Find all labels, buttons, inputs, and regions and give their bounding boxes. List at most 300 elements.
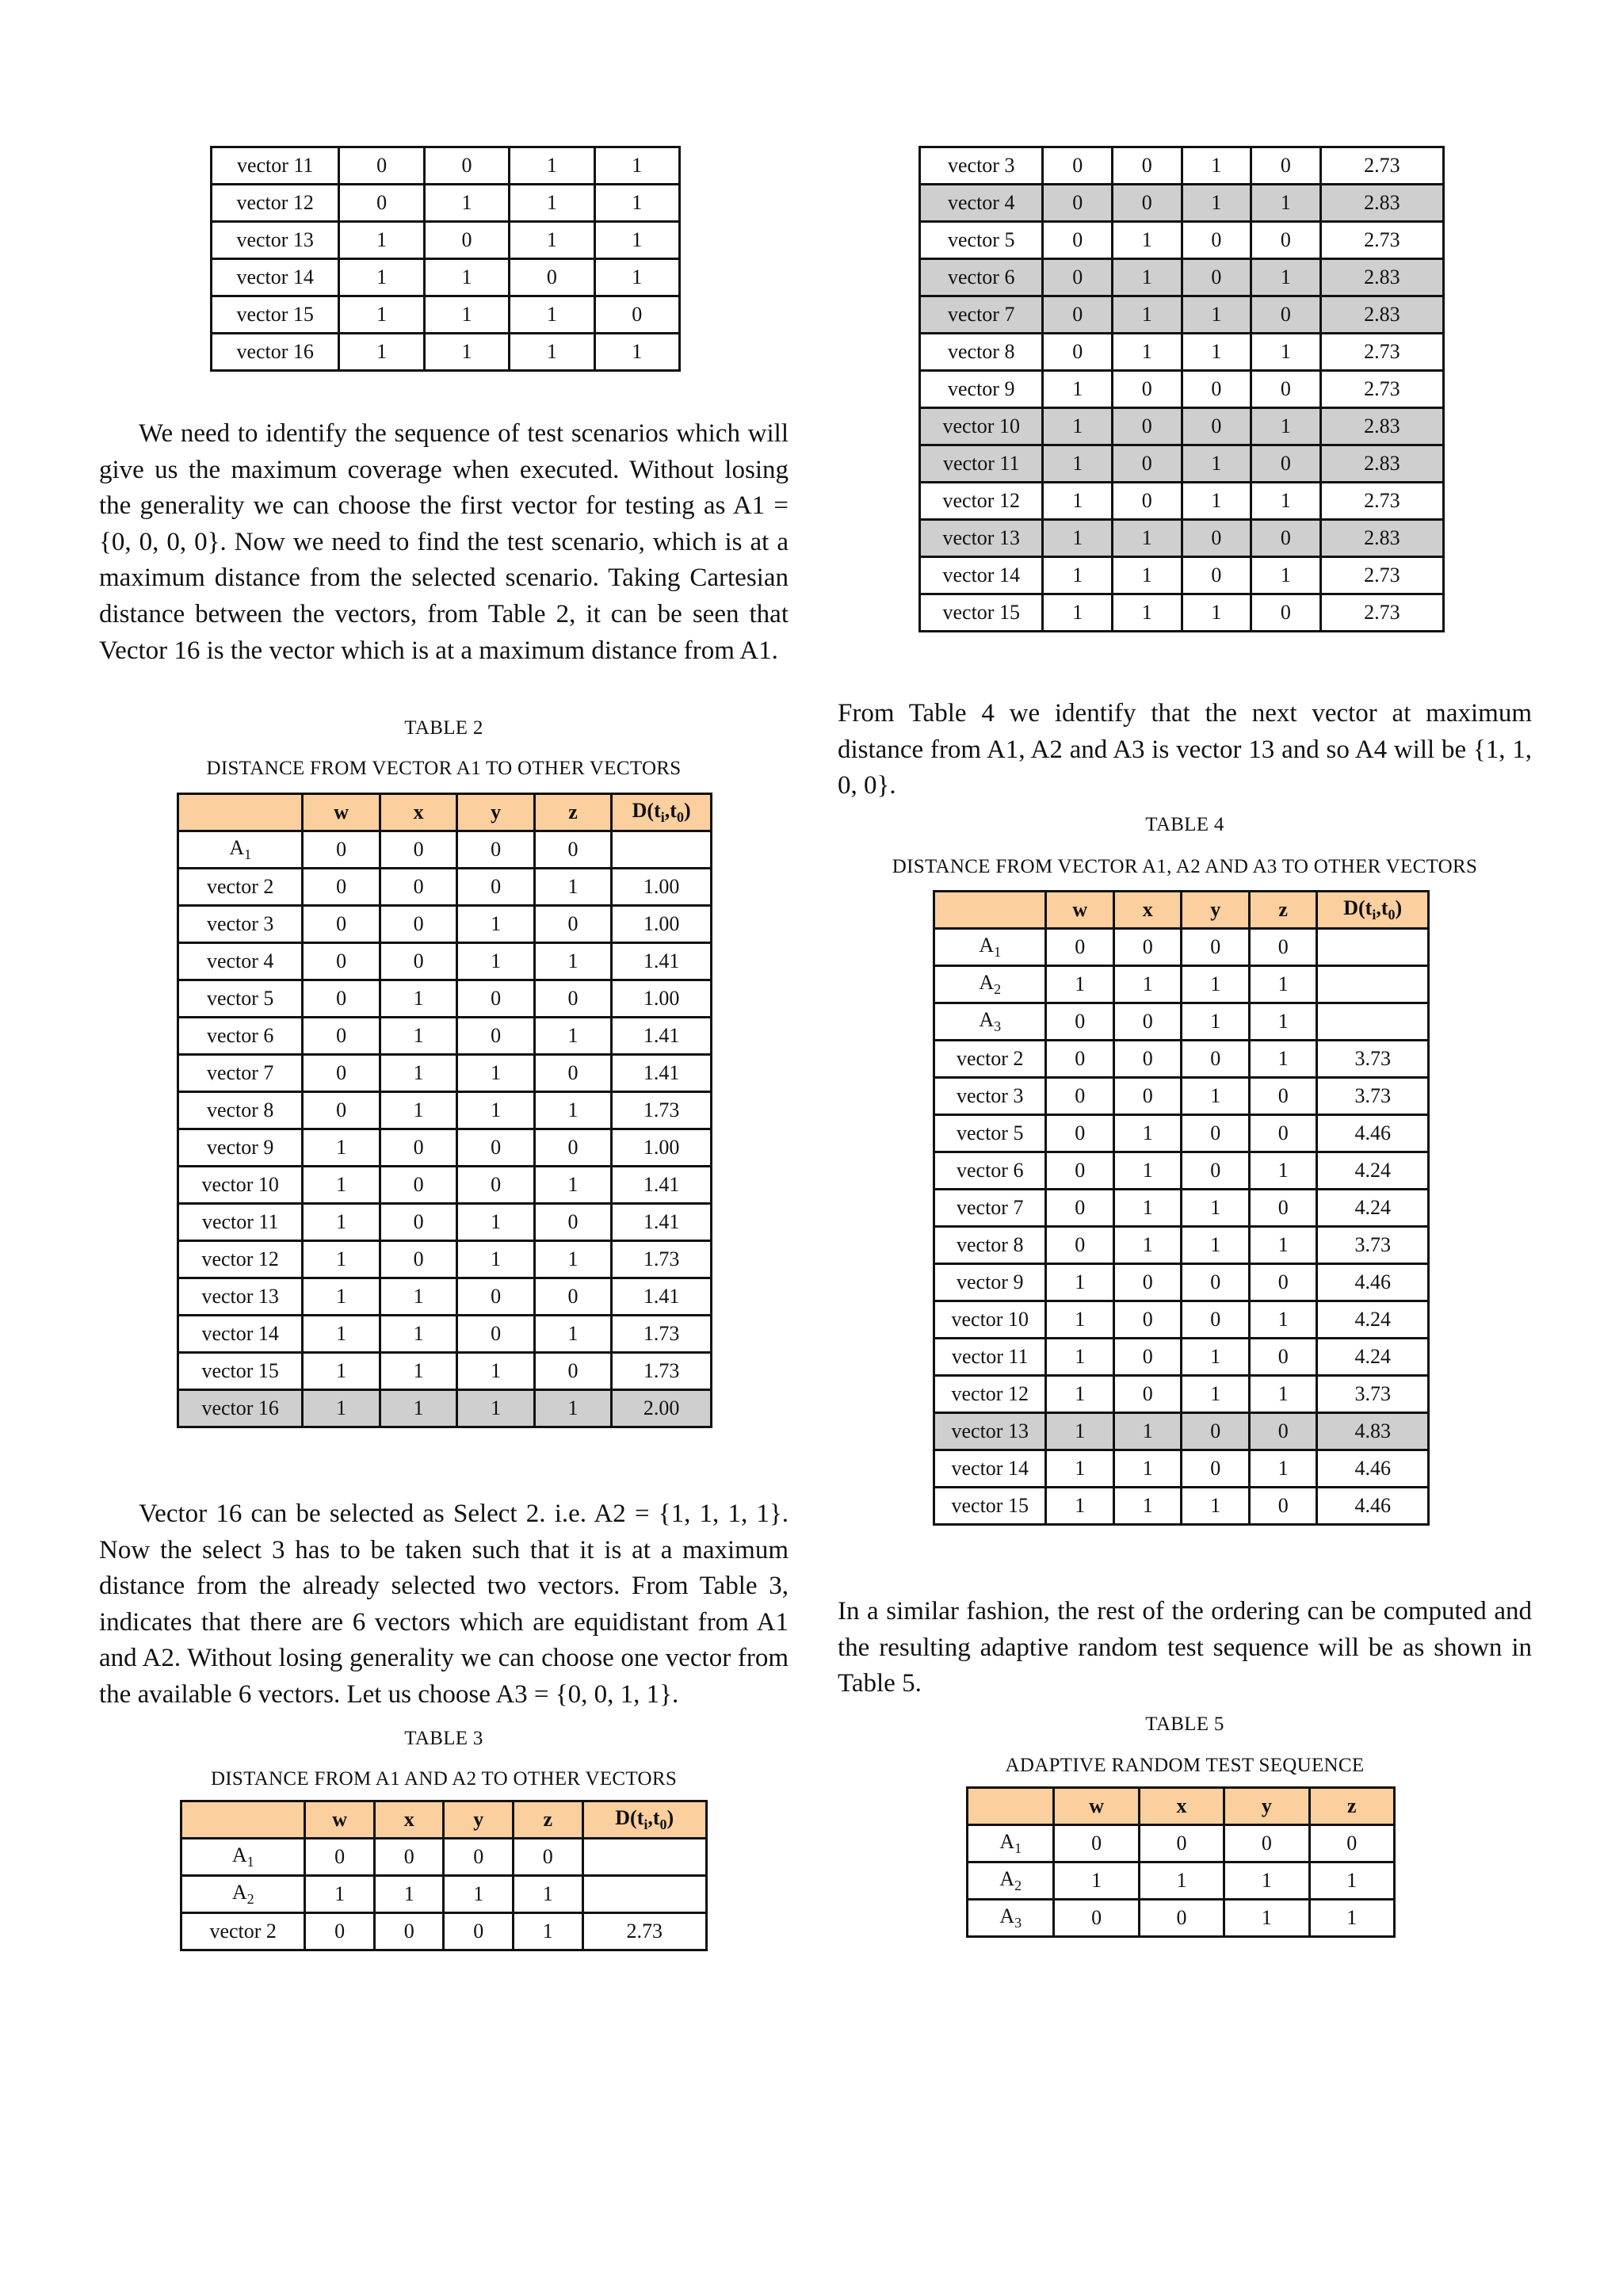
table-row [920,594,1444,632]
table-row [920,408,1444,445]
table-cell: 0 [457,1316,534,1353]
table-row [934,1152,1429,1190]
table-cell: 1 [339,222,424,259]
table-cell: 1 [1113,966,1181,1003]
table-cell: 1 [303,1316,380,1353]
header-cell: y [1224,1788,1309,1825]
table-cell: 1 [457,906,534,943]
table-cell: 1 [424,185,509,222]
row-label-cell: vector 15 [212,296,339,334]
table-cell: 1 [534,869,611,906]
table-row [178,1092,712,1129]
table-cell: 0 [1182,371,1251,408]
table-cell: 1 [534,1390,611,1427]
row-label-cell: $A_1$ [181,1839,305,1876]
row-label-cell: vector 13 [934,1413,1046,1450]
table-row [212,259,680,296]
table-cell: 2.83 [1320,520,1443,557]
table-cell: 2.73 [1320,371,1443,408]
row-label-cell: vector 4 [920,185,1043,222]
table5 [966,1786,1396,1938]
table-cell: 1.73 [612,1316,712,1353]
table-cell: 0 [1046,1227,1114,1264]
row-label-cell: vector 13 [212,222,339,259]
row-label-cell: vector 7 [934,1190,1046,1227]
table-cell: 1 [380,980,456,1018]
table-header-row [968,1788,1395,1825]
table-cell: 1 [1182,1227,1249,1264]
table-cell: 1.73 [612,1241,712,1278]
table-cell: 1 [1043,371,1113,408]
table-cell: 1 [1043,445,1113,483]
header-cell: x [380,794,456,831]
table-row [212,185,680,222]
table-cell: 0 [1182,1413,1249,1450]
table-cell: 1 [339,334,424,371]
table-cell: 1 [1046,1450,1114,1488]
table-cell: 1 [1182,966,1249,1003]
header-cell: $D(t_i,t_0)$ [612,794,712,831]
table-cell: 1 [1182,334,1251,371]
row-label-cell: vector 15 [934,1488,1046,1525]
table-cell: 0 [457,869,534,906]
table-cell: 1 [1182,1376,1249,1413]
table-header-row [181,1801,707,1839]
header-cell: x [1113,892,1181,929]
table-cell: 1 [1251,557,1321,594]
table-cell: 0 [380,1129,456,1167]
table-row [178,906,712,943]
table-cell: 0 [339,147,424,185]
header-cell: $D(t_i,t_0)$ [1317,892,1429,929]
row-label-cell: vector 7 [178,1055,303,1092]
table-cell: 2.73 [1320,334,1443,371]
table-cell: 0 [1113,1301,1181,1339]
table-row [934,1115,1429,1152]
table-cell: 0 [1251,445,1321,483]
table-cell: 0 [444,1839,514,1876]
table-cell: 1 [457,1092,534,1129]
table-cell: 0 [1113,1003,1181,1041]
row-label-cell: $A_1$ [934,929,1046,966]
table-row [920,147,1444,185]
row-label-cell: vector 9 [920,371,1043,408]
table-cell: 2.83 [1320,185,1443,222]
row-label-cell: vector 12 [178,1241,303,1278]
table-cell: 2.73 [1320,557,1443,594]
table-row [934,1041,1429,1078]
row-label-cell: vector 14 [212,259,339,296]
table-cell: 0 [1182,520,1251,557]
adaptive-random-sequence-table [966,1786,1396,1938]
table-cell: 1 [513,1876,582,1913]
table-cell: 1.41 [612,943,712,980]
table-cell: 1 [510,222,594,259]
table-row [178,1241,712,1278]
table-cell: 0 [1113,1376,1181,1413]
table-row [934,1227,1429,1264]
row-label-cell: vector 11 [212,147,339,185]
row-label-cell: vector 8 [178,1092,303,1129]
header-cell: x [1139,1788,1224,1825]
table-row [178,1278,712,1316]
table-cell: 1 [424,296,509,334]
table-cell: 1 [380,1390,456,1427]
header-cell: z [534,794,611,831]
table-cell: 0 [1182,259,1251,296]
table-row [178,1390,712,1427]
paragraph-3: From Table 4 we identify that the next vector at maximum distance from A1, A2 and A3 is vector 13 and so A4 will be {1, 1, 0, 0}. [838,699,1532,800]
table-cell: 2.73 [582,1913,707,1950]
table-cell: 0 [303,1092,380,1129]
table-cell: 1 [1113,296,1182,334]
table-cell: 0 [1251,296,1321,334]
table-cell: 0 [380,831,456,869]
table-cell: 0 [1043,334,1113,371]
table-cell: 1 [594,185,679,222]
table2 [177,793,712,1428]
row-label-cell: vector 14 [920,557,1043,594]
table-cell: 4.46 [1317,1488,1429,1525]
table-cell: 1 [1251,185,1321,222]
table-row [920,259,1444,296]
table-cell: 0 [457,1129,534,1167]
table-cell: 1 [594,334,679,371]
table-cell: 1 [1251,334,1321,371]
table-cell: 0 [1182,222,1251,259]
table-cell: 0 [380,869,456,906]
table-row [920,334,1444,371]
table-cell: 0 [1249,1190,1316,1227]
table-cell: 1 [457,1055,534,1092]
row-label-cell: vector 9 [178,1129,303,1167]
table-cell: 0 [457,1278,534,1316]
row-label-cell: vector 10 [920,408,1043,445]
table-row [178,1018,712,1055]
table-cell: 1 [1249,966,1316,1003]
row-label-cell: vector 15 [178,1353,303,1390]
table-cell: 1 [534,1167,611,1204]
table-cell: 1 [457,1390,534,1427]
table5-label: TABLE 5 [1145,1713,1224,1735]
table-cell: 2.83 [1320,408,1443,445]
table-cell: 1 [1249,1152,1316,1190]
table-header-row [934,892,1429,929]
table-cell: 1 [303,1241,380,1278]
table-cell: 0 [534,980,611,1018]
table-cell: 1 [380,1092,456,1129]
table3-caption: DISTANCE FROM A1 AND A2 TO OTHER VECTORS [210,1768,678,1790]
table-row [178,869,712,906]
row-label-cell: vector 8 [920,334,1043,371]
table4-caption: DISTANCE FROM VECTOR A1, A2 AND A3 TO OTHER VECTORS [892,856,1478,877]
row-label-cell: $A_3$ [934,1003,1046,1041]
table-row [920,520,1444,557]
row-label-cell: $A_1$ [968,1825,1054,1862]
table-row [934,1339,1429,1376]
table-cell: 0 [1251,147,1321,185]
table-cell: 1 [1054,1862,1139,1900]
table-cell: 1 [339,296,424,334]
table1-continuation [210,146,681,372]
table-row [920,371,1444,408]
table-cell: 0 [1113,185,1182,222]
header-cell [968,1788,1054,1825]
table-cell: 1 [1046,1376,1114,1413]
table-row [934,1488,1429,1525]
table-cell: 4.24 [1317,1339,1429,1376]
row-label-cell: $A_1$ [178,831,303,869]
table-row [178,1167,712,1204]
table-cell: 1 [534,943,611,980]
row-label-cell: vector 10 [178,1167,303,1204]
table-cell: 0 [1043,296,1113,334]
table-row [934,1264,1429,1301]
table-cell: 0 [1046,1152,1114,1190]
row-label-cell: vector 15 [920,594,1043,632]
table-cell: 1 [1182,147,1251,185]
header-cell: w [303,794,380,831]
table-cell: 0 [380,1204,456,1241]
table-cell [582,1876,707,1913]
table-cell: 1.00 [612,980,712,1018]
table-cell: 1 [510,185,594,222]
table-cell: 0 [1182,1041,1249,1078]
table-cell: 1 [510,334,594,371]
table-cell: 3.73 [1317,1078,1429,1115]
table-cell: 1 [1224,1900,1309,1937]
header-cell [934,892,1046,929]
table-row [178,1055,712,1092]
row-label-cell: $A_2$ [181,1876,305,1913]
table-cell: 1 [510,296,594,334]
table2-label: TABLE 2 [404,717,483,739]
table-cell [1317,1003,1429,1041]
table-cell: 0 [1113,1339,1181,1376]
row-label-cell: vector 6 [920,259,1043,296]
table-cell: 0 [1046,1003,1114,1041]
table-cell: 1 [594,147,679,185]
table-cell: 1 [1043,408,1113,445]
table-cell: 1 [457,943,534,980]
table-cell: 0 [1054,1825,1139,1862]
table-cell: 0 [1046,1115,1114,1152]
table-cell: 0 [303,869,380,906]
header-cell: w [305,1801,375,1839]
table-cell: 0 [1249,1115,1316,1152]
table-cell: 0 [1046,1190,1114,1227]
row-label-cell: vector 2 [178,869,303,906]
table-cell: 0 [374,1913,444,1950]
table-cell: 0 [1046,1041,1114,1078]
table-cell: 1 [534,1092,611,1129]
table-cell: 4.24 [1317,1301,1429,1339]
table-cell: 0 [1251,222,1321,259]
table-row [968,1900,1395,1937]
table3-label: TABLE 3 [404,1728,483,1749]
table-cell: 0 [1046,1078,1114,1115]
table-cell: 0 [1251,594,1321,632]
table-cell: 1 [1249,1041,1316,1078]
header-cell [178,794,303,831]
table-row [920,483,1444,520]
row-label-cell: vector 5 [920,222,1043,259]
table-cell: 0 [1113,371,1182,408]
table-cell: 1 [424,334,509,371]
table-cell: 1.00 [612,906,712,943]
table-cell: 0 [1182,1301,1249,1339]
row-label-cell: vector 6 [178,1018,303,1055]
table-cell: 0 [1182,408,1251,445]
table-cell: 0 [1182,557,1251,594]
table-row [968,1825,1395,1862]
table-cell: 0 [1251,520,1321,557]
row-label-cell: vector 16 [212,334,339,371]
table-cell: 0 [380,1241,456,1278]
table-cell: 1 [1046,966,1114,1003]
table-row [920,222,1444,259]
table-cell: 1 [1182,445,1251,483]
paragraph-2: Vector 16 can be selected as Select 2. i.e. A2 = {1, 1, 1, 1}. Now the select 3 has to be taken such that it is at a maximum distance from the already selected two vectors. From Table 3, indicates that there are 6 vectors which are equidistant from A1 and A2. Without losing generality we can choose one vector from the available 6 vectors. Let us choose A3 = {0, 0, 1, 1}. [99,1499,789,1709]
header-cell: w [1046,892,1114,929]
row-label-cell: vector 3 [920,147,1043,185]
table-cell: 0 [1224,1825,1309,1862]
table-cell: 0 [534,1278,611,1316]
table-row [178,1353,712,1390]
distance-table-a1-a2-cont [918,146,1445,632]
row-label-cell: vector 5 [934,1115,1046,1152]
table-cell: 1.41 [612,1278,712,1316]
table-cell: 1 [303,1390,380,1427]
distance-table-a1-a2-a3 [933,890,1430,1526]
header-cell: y [457,794,534,831]
table-cell: 1 [534,1241,611,1278]
table-row [178,943,712,980]
table-cell: 1 [1113,1190,1181,1227]
table-cell: 1 [380,1278,456,1316]
table5-caption: ADAPTIVE RANDOM TEST SEQUENCE [1005,1755,1365,1776]
table-cell: 1 [380,1018,456,1055]
table-cell: 0 [1249,1413,1316,1450]
table-cell: 0 [534,1055,611,1092]
table-row [178,1316,712,1353]
table-cell: 1.73 [612,1092,712,1129]
table-cell: 1 [303,1204,380,1241]
table4-label: TABLE 4 [1145,814,1224,835]
table-cell: 0 [303,980,380,1018]
table-row [934,966,1429,1003]
row-label-cell: vector 3 [178,906,303,943]
table-cell: 0 [424,222,509,259]
table-cell: 0 [1043,222,1113,259]
table-cell: 1 [513,1913,582,1950]
table-cell: 0 [457,1018,534,1055]
table-cell: 0 [1182,1115,1249,1152]
table-row [934,1376,1429,1413]
row-label-cell: vector 11 [178,1204,303,1241]
table-cell [582,1839,707,1876]
table-cell: 0 [1113,1078,1181,1115]
table-cell: 1 [1224,1862,1309,1900]
row-label-cell: $A_2$ [934,966,1046,1003]
table-cell: 0 [1054,1900,1139,1937]
table-cell: 1 [1043,520,1113,557]
table-cell: 0 [1113,929,1181,966]
table-cell: 2.83 [1320,296,1443,334]
table-cell: 1 [305,1876,375,1913]
table-cell: 1 [534,1018,611,1055]
table-cell: 1 [1182,1339,1249,1376]
table-cell: 1 [1182,1190,1249,1227]
table-cell: 4.46 [1317,1115,1429,1152]
table-row [934,1450,1429,1488]
table-cell: 1 [303,1353,380,1390]
table-row [181,1839,707,1876]
table-cell: 1 [1182,1003,1249,1041]
table-cell: 1 [534,1316,611,1353]
table-cell: 0 [1249,1264,1316,1301]
table-cell: 1 [339,259,424,296]
table-row [181,1913,707,1950]
table-cell: 1.00 [612,1129,712,1167]
table-cell: 4.24 [1317,1152,1429,1190]
table-cell: 2.83 [1320,445,1443,483]
table-cell: 0 [457,980,534,1018]
table-cell: 0 [510,259,594,296]
paragraph-4: In a similar fashion, the rest of the ordering can be computed and the resulting adaptive random test sequence will be as shown in Table 5. [838,1597,1532,1698]
table2-caption: DISTANCE FROM VECTOR A1 TO OTHER VECTORS [206,758,682,779]
row-label-cell: vector 12 [920,483,1043,520]
table-cell: 1.41 [612,1055,712,1092]
table-cell: 1 [303,1129,380,1167]
distance-table-a1-a2 [180,1800,708,1951]
table-cell: 3.73 [1317,1227,1429,1264]
table-cell: 2.73 [1320,594,1443,632]
table-cell [612,831,712,869]
table-cell: 0 [1113,1041,1181,1078]
table-cell: 0 [1113,483,1182,520]
table-cell: 1 [1046,1488,1114,1525]
table-cell: 1 [1113,594,1182,632]
header-cell: w [1054,1788,1139,1825]
table-row [920,445,1444,483]
table-cell: 1 [1249,1003,1316,1041]
table-cell: 1 [1249,1301,1316,1339]
table-cell: 4.83 [1317,1413,1429,1450]
table-cell: 0 [374,1839,444,1876]
table-cell: 0 [303,1055,380,1092]
table-cell: 0 [1113,1264,1181,1301]
table-cell: 2.73 [1320,222,1443,259]
table4 [933,890,1430,1526]
table-cell: 0 [1043,185,1113,222]
row-label-cell: vector 16 [178,1390,303,1427]
table-cell: 1 [424,259,509,296]
table-cell: 0 [303,943,380,980]
table-cell: 0 [1182,1264,1249,1301]
table-cell: 0 [1249,1078,1316,1115]
table-cell: 1.41 [612,1018,712,1055]
table-cell: 1 [1182,185,1251,222]
row-label-cell: vector 2 [181,1913,305,1950]
row-label-cell: vector 13 [920,520,1043,557]
table-cell: 1 [380,1316,456,1353]
table-cell: 1 [1309,1900,1394,1937]
table-cell: 0 [1309,1825,1394,1862]
table-cell: 1 [444,1876,514,1913]
table-row [212,296,680,334]
table-cell: 1 [1182,1078,1249,1115]
